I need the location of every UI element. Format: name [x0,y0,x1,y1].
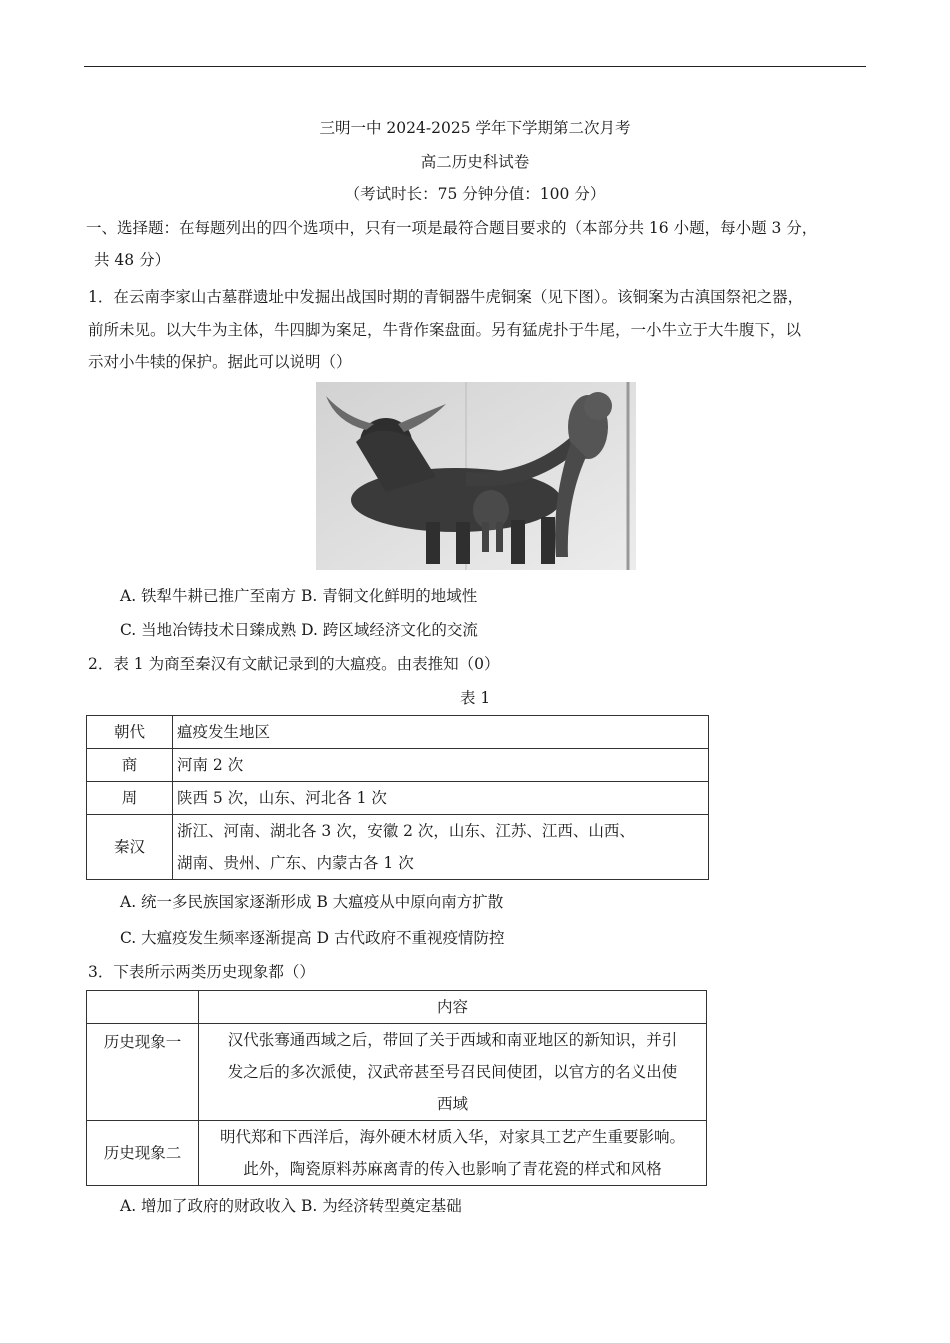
bronze-ox-tiger-table-photo [316,382,636,570]
q3-options-line1: A. 增加了政府的财政收入 B. 为经济转型奠定基础 [120,1197,462,1215]
table-cell-region: 河南 2 次 [173,749,709,782]
content-line: 西域 [436,1095,468,1113]
q1-stem-line1: 1．在云南李家山古墓群遗址中发掘出战国时期的青铜器牛虎铜案（见下图）。该铜案为古滇国祭祀之器， [88,288,804,306]
exam-title: 三明一中 2024-2025 学年下学期第二次月考 [319,119,631,137]
q3-phenomena-table [86,990,707,1186]
exam-subtitle: 高二历史科试卷 [420,153,530,171]
content-line: 汉代张骞通西域之后，带回了关于西域和南亚地区的新知识，并引 [227,1031,678,1049]
content-line: 发之后的多次派使，汉武帝甚至号召民间使团，以官方的名义出使 [227,1063,678,1081]
table-cell-region [173,815,709,880]
table-row [87,815,709,880]
table-header-row [87,716,709,749]
q2-plague-table [86,715,709,880]
table-header-row [87,991,707,1024]
q3-stem: 3．下表所示两类历史现象都（） [88,963,315,981]
table-row [87,749,709,782]
ox-tiger-bronze-icon [316,382,636,570]
table-row [87,1121,707,1186]
q1-options-line1: A. 铁犁牛耕已推广至南方 B. 青铜文化鲜明的地域性 [120,587,478,605]
table-row [87,1024,707,1121]
q1-stem-line2: 前所未见。以大牛为主体，牛四脚为案足，牛背作案盘面。另有猛虎扑于牛尾，一小牛立于大牛腹下，以 [88,321,802,339]
section-instruction-line1: 一、选择题：在每题列出的四个选项中，只有一项是最符合题目要求的（本部分共 16 小题，每小题 3 分， [86,219,818,237]
q1-stem-line3: 示对小牛犊的保护。据此可以说明（） [88,353,352,371]
q2-stem: 2．表 1 为商至秦汉有文献记录到的大瘟疫。由表推知（0） [88,655,500,673]
q2-options-line2: C. 大瘟疫发生频率逐渐提高 D 古代政府不重视疫情防控 [120,929,505,947]
table-cell-dynasty: 秦汉 [87,815,173,880]
table-cell-label: 历史现象一 [87,1024,199,1121]
table-header-cell: 朝代 [87,716,173,749]
table-cell-dynasty: 商 [87,749,173,782]
table-header-cell-empty [87,991,199,1024]
q1-options-line2: C. 当地冶铸技术日臻成熟 D. 跨区域经济文化的交流 [120,621,478,639]
content-line: 此外，陶瓷原料苏麻离青的传入也影响了青花瓷的样式和风格 [243,1160,662,1178]
region-line: 湖南、贵州、广东、内蒙古各 1 次 [177,854,414,872]
table-row [87,782,709,815]
table-cell-content [199,1121,707,1186]
q2-options-line1: A. 统一多民族国家逐渐形成 B 大瘟疫从中原向南方扩散 [120,893,504,911]
table-cell-content [199,1024,707,1121]
header-rule [84,66,866,67]
table-cell-region: 陕西 5 次，山东、河北各 1 次 [173,782,709,815]
table-cell-label: 历史现象二 [87,1121,199,1186]
q2-table-caption: 表 1 [460,689,491,707]
section-instruction-line2: 共 48 分） [94,251,171,269]
table-header-cell: 瘟疫发生地区 [173,716,709,749]
table-header-cell: 内容 [199,991,707,1024]
region-line: 浙江、河南、湖北各 3 次，安徽 2 次，山东、江苏、江西、山西、 [177,822,635,840]
exam-info: （考试时长：75 分钟分值：100 分） [344,185,606,203]
table-cell-dynasty: 周 [87,782,173,815]
content-line: 明代郑和下西洋后，海外硬木材质入华，对家具工艺产生重要影响。 [219,1128,685,1146]
